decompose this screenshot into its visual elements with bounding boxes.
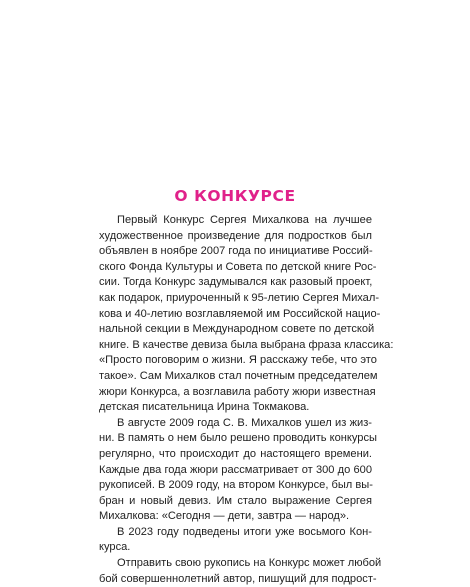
- text-line: как подарок, приуроченный к 95-летию Сергея Михал-: [99, 291, 380, 304]
- text-line: такое». Сам Михалков стал почетным председателем: [99, 369, 378, 382]
- text-line: ского Фонда Культуры и Совета по детской книге Рос-: [99, 260, 377, 273]
- text-line: Михалкова: «Сегодня — дети, завтра — народ».: [99, 510, 350, 523]
- text-line: сии. Тогда Конкурс задумывался как разовый проект,: [99, 276, 373, 289]
- text-line: нальной секции в Международном совете по детской: [99, 323, 375, 336]
- text-line: регулярно, что происходит до настоящего времени.: [99, 447, 372, 460]
- text-line: кова и 40-летию возглавляемой им Российской нацио-: [99, 307, 381, 320]
- text-line: бран и новый девиз. Им стало выражение Сергея: [99, 494, 372, 507]
- text-line: художественное произведение для подростков был: [99, 229, 372, 242]
- body-text: [99, 213, 394, 587]
- text-line: «Просто поговорим о жизни. Я расскажу тебе, что это: [99, 354, 377, 367]
- text-line: бой совершеннолетний автор, пишущий для подрост-: [99, 572, 377, 585]
- text-line: книге. В качестве девиза была выбрана фраза классика:: [99, 338, 394, 351]
- text-line: Первый Конкурс Сергея Михалкова на лучшее: [117, 214, 372, 226]
- section-heading: О КОНКУРСЕ: [174, 187, 296, 205]
- text-line: В 2023 году подведены итоги уже восьмого Кон-: [117, 525, 372, 538]
- text-line: В августе 2009 года С. В. Михалков ушел из жиз-: [117, 416, 372, 429]
- text-line: рукописей. В 2009 году, на втором Конкурсе, был вы-: [99, 479, 373, 492]
- text-line: детская писательница Ирина Токмакова.: [99, 401, 310, 414]
- text-line: курса.: [99, 541, 131, 554]
- text-line: жюри Конкурса, а возглавила работу жюри известная: [99, 385, 376, 398]
- text-line: Отправить свою рукопись на Конкурс может любой: [117, 557, 382, 570]
- text-line: ни. В память о нем было решено проводить конкурсы: [99, 432, 377, 445]
- text-line: Каждые два года жюри рассматривает от 300 до 600: [99, 463, 372, 476]
- text-line: объявлен в ноябре 2007 года по инициативе Россий-: [99, 245, 373, 258]
